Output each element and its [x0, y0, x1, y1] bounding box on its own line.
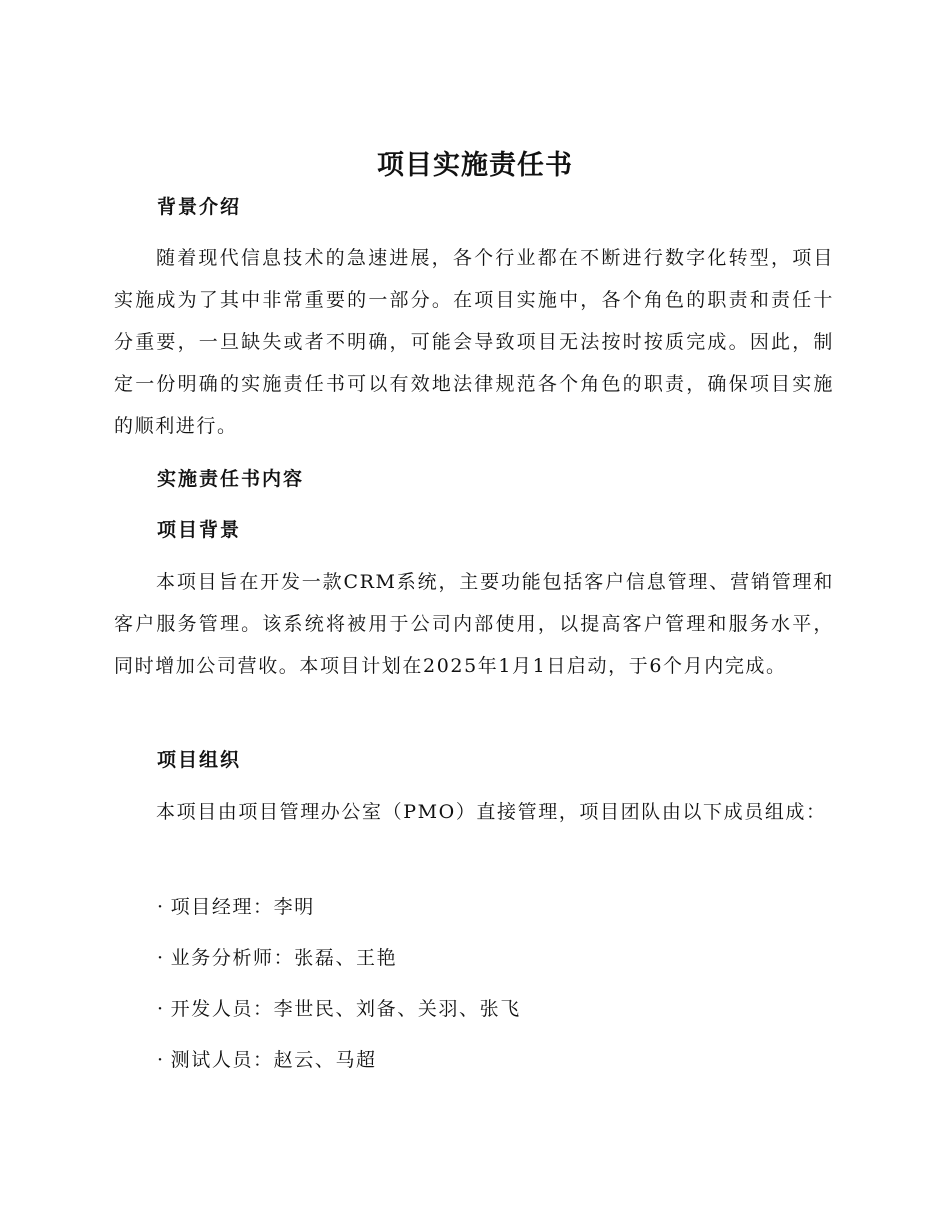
list-item-text: 测试人员：赵云、马超	[170, 1049, 377, 1071]
document-title: 项目实施责任书	[377, 150, 573, 181]
list-item-text: 项目经理：李明	[170, 896, 315, 918]
paragraph-background: 随着现代信息技术的急速进展，各个行业都在不断进行数字化转型，项目实施成为了其中非常重要的一部分。在项目实施中，各个角色的职责和责任十分重要，一旦缺失或者不明确，可能会导致项目无法按时按质完成。因此，制定一份明确的实施责任书可以有效地法律规范各个角色的职责，确保项目实施的顺利进行。	[114, 247, 834, 437]
section-heading-background: 背景介绍	[157, 196, 242, 218]
list-item	[157, 892, 521, 943]
list-item	[157, 1045, 521, 1096]
list-item-text: 业务分析师：张磊、王艳	[170, 947, 398, 969]
list-item	[157, 943, 521, 994]
section-heading-content: 实施责任书内容	[157, 468, 305, 490]
paragraph-project-background: 本项目旨在开发一款CRM系统，主要功能包括客户信息管理、营销管理和客户服务管理。该系统将被用于公司内部使用，以提高客户管理和服务水平，同时增加公司营收。本项目计划在2025年1月1日启动，于6个月内完成。	[114, 571, 834, 677]
paragraph-organization: 本项目由项目管理办公室（PMO）直接管理，项目团队由以下成员组成：	[156, 801, 827, 823]
bullet-dot-icon: ·	[157, 1049, 165, 1071]
section-heading-organization: 项目组织	[157, 749, 242, 771]
bullet-dot-icon: ·	[157, 998, 165, 1020]
bullet-dot-icon: ·	[157, 947, 165, 969]
bullet-dot-icon: ·	[157, 896, 165, 918]
list-item-text: 开发人员：李世民、刘备、关羽、张飞	[170, 998, 521, 1020]
section-heading-project-background: 项目背景	[157, 519, 242, 541]
list-item	[157, 994, 521, 1045]
team-member-list	[157, 892, 521, 1096]
